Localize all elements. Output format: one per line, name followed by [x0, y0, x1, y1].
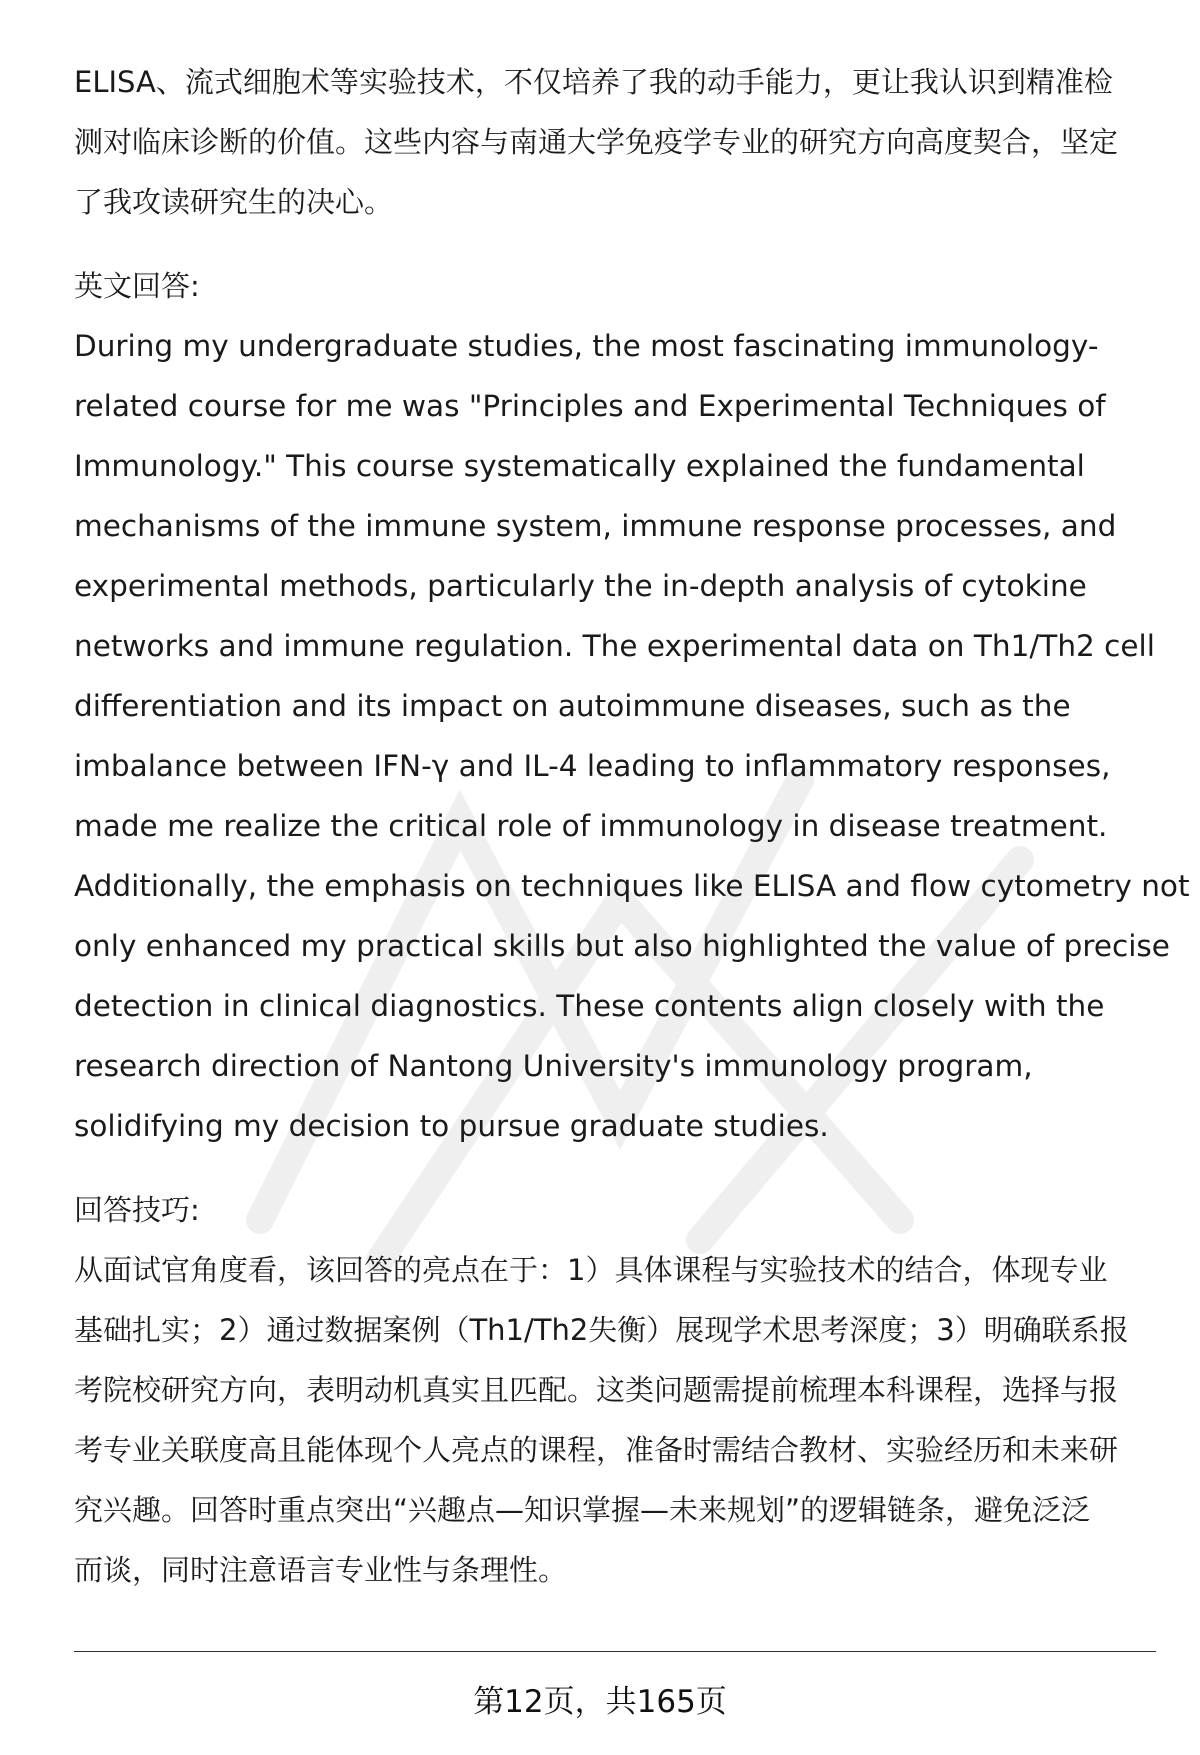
text-line: 考院校研究方向，表明动机真实且匹配。这类问题需提前梳理本科课程，选择与报: [74, 1373, 1119, 1407]
text-line: mechanisms of the immune system, immune response processes, and: [74, 509, 1117, 543]
text-line: research direction of Nantong University's immunology program,: [74, 1049, 1033, 1083]
page-number: 第12页，共165页: [473, 1684, 727, 1720]
footer-divider: [74, 1651, 1156, 1652]
tips-body: [74, 1240, 1154, 1600]
text-line: made me realize the critical role of immunology in disease treatment.: [74, 809, 1108, 843]
chinese-answer-continuation: [74, 52, 1154, 232]
text-line: 测对临床诊断的价值。这些内容与南通大学免疫学专业的研究方向高度契合，坚定: [74, 125, 1119, 159]
text-line: During my undergraduate studies, the most fascinating immunology-: [74, 329, 1099, 363]
text-line: differentiation and its impact on autoimmune diseases, such as the: [74, 689, 1071, 723]
english-answer-heading: 英文回答:: [74, 269, 200, 303]
text-line: networks and immune regulation. The experimental data on Th1/Th2 cell: [74, 629, 1155, 663]
text-line: ELISA、流式细胞术等实验技术，不仅培养了我的动手能力，更让我认识到精准检: [74, 65, 1113, 99]
text-line: imbalance between IFN-γ and IL-4 leading to inflammatory responses,: [74, 749, 1111, 783]
english-answer-body: [74, 316, 1190, 1156]
text-line: experimental methods, particularly the in-depth analysis of cytokine: [74, 569, 1087, 603]
text-line: solidifying my decision to pursue graduate studies.: [74, 1109, 829, 1143]
text-line: related course for me was "Principles and Experimental Techniques of: [74, 389, 1106, 423]
document-page: [74, 52, 1190, 1600]
text-line: 考专业关联度高且能体现个人亮点的课程，准备时需结合教材、实验经历和未来研: [74, 1433, 1119, 1467]
text-line: detection in clinical diagnostics. These contents align closely with the: [74, 989, 1105, 1023]
tips-heading: 回答技巧:: [74, 1193, 200, 1227]
text-line: Additionally, the emphasis on techniques like ELISA and flow cytometry not: [74, 869, 1190, 903]
text-line: Immunology." This course systematically explained the fundamental: [74, 449, 1085, 483]
text-line: 而谈，同时注意语言专业性与条理性。: [74, 1553, 568, 1587]
text-line: 了我攻读研究生的决心。: [74, 185, 394, 219]
text-line: 从面试官角度看，该回答的亮点在于：1）具体课程与实验技术的结合，体现专业: [74, 1253, 1108, 1287]
text-line: 究兴趣。回答时重点突出“兴趣点—知识掌握—未来规划”的逻辑链条，避免泛泛: [74, 1493, 1091, 1527]
text-line: 基础扎实；2）通过数据案例（Th1/Th2失衡）展现学术思考深度；3）明确联系报: [74, 1313, 1129, 1347]
text-line: only enhanced my practical skills but also highlighted the value of precise: [74, 929, 1170, 963]
